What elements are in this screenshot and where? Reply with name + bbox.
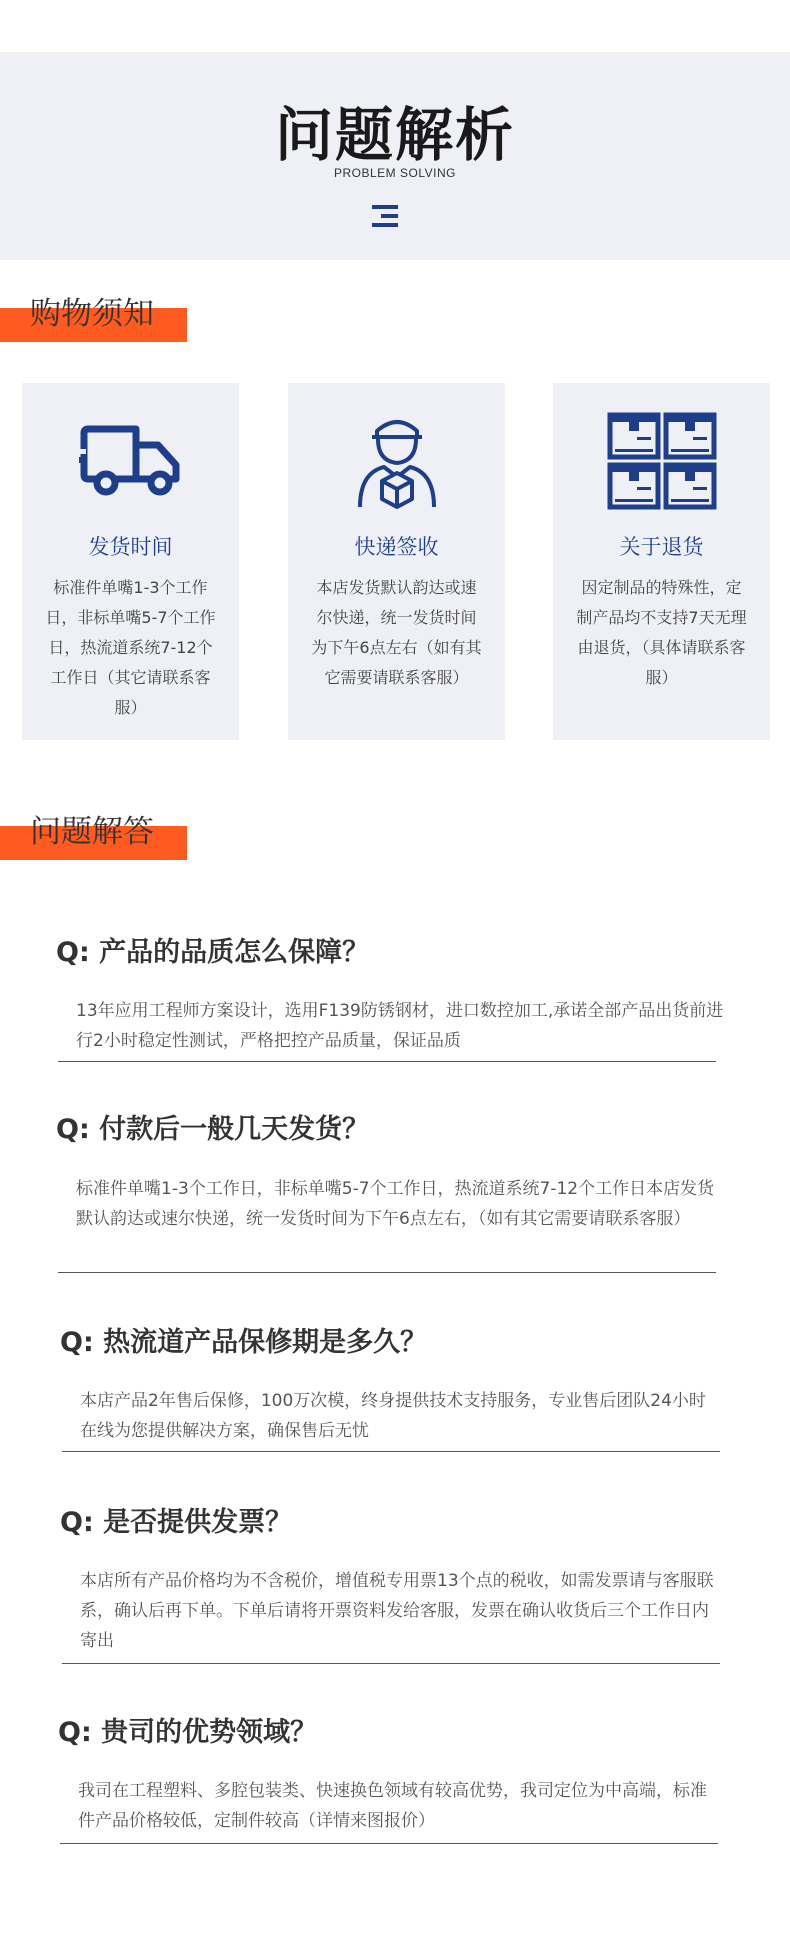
faq-question: Q: 产品的品质怎么保障？ xyxy=(56,937,370,968)
section-heading: 购物须知 xyxy=(30,296,154,332)
faq-question: Q: 贵司的优势领域？ xyxy=(58,1717,318,1748)
faq-answer: 本店所有产品价格均为不含税价，增值税专用票13个点的税收，如需发票请与客服联系，确认后再下单。下单后请将开票资料发给客服，发票在确认收货后三个工作日内寄出 xyxy=(80,1571,714,1651)
section-shopping-notice xyxy=(0,288,190,332)
courier-icon xyxy=(342,411,452,511)
truck-icon xyxy=(76,411,186,511)
menu-lines-icon xyxy=(372,205,398,227)
divider xyxy=(58,1272,716,1273)
card-title: 发货时间 xyxy=(88,535,173,559)
card-returns xyxy=(553,383,770,740)
divider xyxy=(58,1061,716,1062)
faq-answer: 我司在工程塑料、多腔包装类、快速换色领域有较高优势，我司定位为中高端，标准件产品价格较低，定制件较高（详情来图报价） xyxy=(78,1781,707,1831)
boxes-icon xyxy=(607,411,717,511)
card-description: 标准件单嘴1-3个工作日，非标单嘴5-7个工作日，热流道系统7-12个工作日（其它请联系客服） xyxy=(45,578,216,717)
page-title: 问题解析 xyxy=(274,101,515,169)
faq-question: Q: 付款后一般几天发货？ xyxy=(56,1114,370,1145)
page-subtitle: PROBLEM SOLVING xyxy=(334,166,456,180)
divider xyxy=(62,1451,720,1452)
card-delivery-receipt xyxy=(288,383,505,740)
card-shipping-time xyxy=(22,383,239,740)
faq-answer: 标准件单嘴1-3个工作日，非标单嘴5-7个工作日，热流道系统7-12个工作日本店发货默认韵达或速尔快递，统一发货时间为下午6点左右，（如有其它需要请联系客服） xyxy=(76,1179,715,1229)
card-title: 关于退货 xyxy=(619,535,704,559)
faq-question: Q: 是否提供发票？ xyxy=(60,1507,293,1538)
card-description: 本店发货默认韵达或速尔快递，统一发货时间为下午6点左右（如有其它需要请联系客服） xyxy=(311,578,482,687)
faq-answer: 本店产品2年售后保修，100万次模，终身提供技术支持服务，专业售后团队24小时在线为您提供解决方案，确保售后无忧 xyxy=(80,1391,706,1441)
card-description: 因定制品的特殊性，定制产品均不支持7天无理由退货，（具体请联系客服） xyxy=(576,578,747,687)
card-title: 快递签收 xyxy=(354,535,439,559)
divider xyxy=(62,1663,720,1664)
divider xyxy=(60,1843,718,1844)
section-faq xyxy=(0,806,190,850)
section-heading: 问题解答 xyxy=(30,814,154,850)
faq-question: Q: 热流道产品保修期是多久？ xyxy=(60,1327,428,1358)
hero-banner xyxy=(0,52,790,260)
faq-answer: 13年应用工程师方案设计，选用F139防锈钢材，进口数控加工,承诺全部产品出货前进行2小时稳定性测试，严格把控产品质量，保证品质 xyxy=(76,1001,724,1051)
